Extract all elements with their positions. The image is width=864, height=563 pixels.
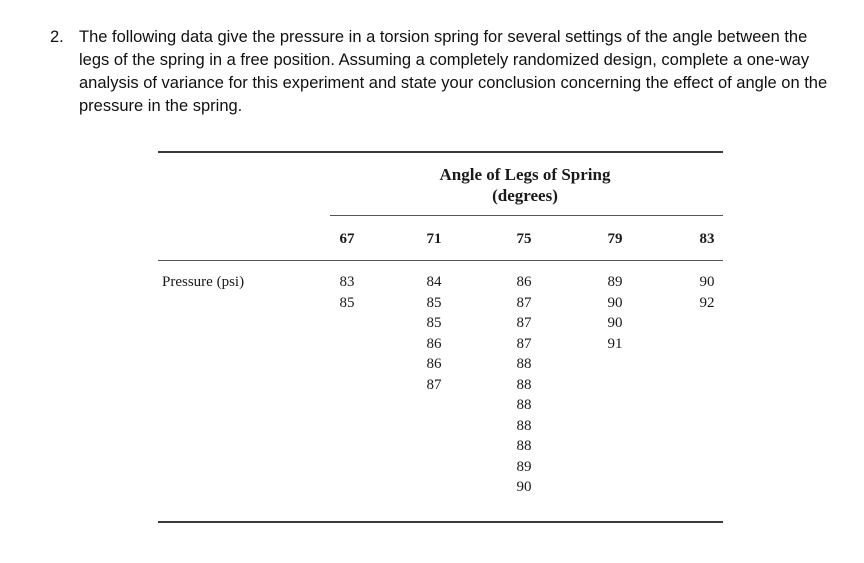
table-bottom-rule <box>158 521 723 523</box>
cell-value: 88 <box>516 438 532 454</box>
cell-value: 85 <box>339 294 355 311</box>
table-header-title: Angle of Legs of Spring <box>439 165 611 184</box>
column-79-values <box>595 272 635 354</box>
angle-83: 83 <box>699 231 715 247</box>
table-header-subtitle: (degrees) <box>492 186 558 205</box>
angle-79: 79 <box>607 231 623 247</box>
cell-value: 87 <box>516 294 532 311</box>
cell-value: 86 <box>426 335 442 352</box>
cell-value: 88 <box>516 397 532 413</box>
cell-value: 92 <box>699 294 715 311</box>
cell-value: 89 <box>516 458 532 475</box>
problem-text: The following data give the pressure in a torsion spring for several settings of the angle between the legs of the spring in a free position. Assuming a completely randomized design, complete a one-way analysis of variance for this experiment and state your conclusion concerning the effect of angle on the pressure in the spring. <box>79 28 828 115</box>
table-header-rule <box>330 215 723 216</box>
cell-value: 88 <box>516 356 532 372</box>
cell-value: 87 <box>516 335 532 352</box>
cell-value: 84 <box>426 274 442 290</box>
cell-value: 90 <box>699 274 715 290</box>
cell-value: 90 <box>607 315 623 331</box>
cell-value: 91 <box>607 335 623 352</box>
cell-value: 88 <box>516 376 532 393</box>
cell-value: 86 <box>426 356 442 372</box>
column-83-values <box>687 272 727 313</box>
row-label-pressure: Pressure (psi) <box>162 274 245 290</box>
cell-value: 87 <box>426 376 442 393</box>
cell-value: 87 <box>516 315 532 331</box>
angle-75: 75 <box>516 231 532 247</box>
cell-value: 90 <box>516 479 532 495</box>
table-column-rule <box>158 260 723 261</box>
cell-value: 86 <box>516 274 532 290</box>
problem-number: 2. <box>50 28 64 46</box>
column-71-values <box>414 272 454 395</box>
cell-value: 83 <box>339 274 355 290</box>
cell-value: 89 <box>607 274 623 290</box>
column-75-values <box>504 272 544 498</box>
table-top-rule <box>158 151 723 153</box>
angle-71: 71 <box>426 231 442 247</box>
problem-statement <box>50 26 840 118</box>
cell-value: 85 <box>426 315 442 331</box>
column-67-values <box>327 272 367 313</box>
cell-value: 88 <box>516 417 532 434</box>
cell-value: 85 <box>426 294 442 311</box>
angle-67: 67 <box>339 231 355 247</box>
data-table <box>150 143 732 540</box>
cell-value: 90 <box>607 294 623 311</box>
